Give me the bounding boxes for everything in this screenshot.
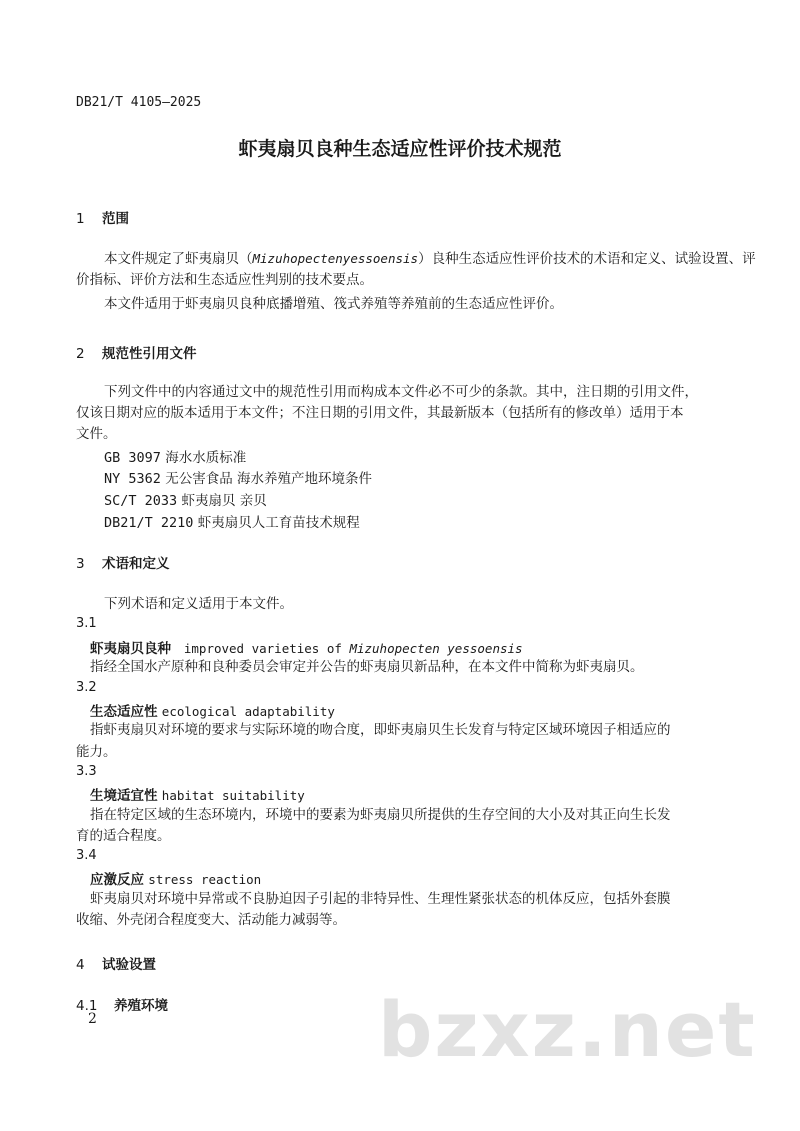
section-heading-normative	[76, 342, 197, 362]
term-heading: 生境适宜性 habitat suitability	[90, 788, 305, 804]
term-definition-line-1: 指虾夷扇贝对环境的要求与实际环境的吻合度，即虾夷扇贝生长发育与特定区域环境因子相适应的	[90, 722, 671, 738]
section-title: 养殖环境	[114, 998, 168, 1014]
section-title: 试验设置	[102, 957, 156, 973]
section-number: 3	[76, 556, 85, 572]
section-number: 4.1	[76, 998, 98, 1014]
normative-line-1: 下列文件中的内容通过文中的规范性引用而构成本文件必不可少的条款。其中，注日期的引用文件，	[104, 384, 698, 400]
reference-item: DB21/T 2210 虾夷扇贝人工育苗技术规程	[104, 515, 360, 531]
term-definition-line-1: 虾夷扇贝对环境中异常或不良胁迫因子引起的非特异性、生理性紧张状态的机体反应，包括外套膜	[90, 891, 671, 907]
document-code: DB21/T 4105—2025	[76, 95, 202, 110]
section-heading-scope	[76, 207, 129, 227]
terms-intro: 下列术语和定义适用于本文件。	[104, 596, 293, 612]
section-title: 规范性引用文件	[102, 346, 197, 362]
scope-paragraph-2: 本文件适用于虾夷扇贝良种底播增殖、筏式养殖等养殖前的生态适应性评价。	[104, 296, 563, 312]
page-number: 2	[88, 1011, 97, 1027]
section-heading-test-setup	[76, 953, 156, 973]
term-definition-line-2: 能力。	[76, 744, 117, 760]
section-number: 1	[76, 211, 85, 227]
term-definition-line-1: 指在特定区域的生态环境内，环境中的要素为虾夷扇贝所提供的生存空间的大小及对其正向生长发	[90, 807, 671, 823]
page-title: 虾夷扇贝良种生态适应性评价技术规范	[238, 138, 562, 160]
section-number: 4	[76, 957, 85, 973]
term-number: 3.2	[76, 680, 97, 695]
term-heading: 应激反应 stress reaction	[90, 872, 262, 888]
term-definition-line-2: 育的适合程度。	[76, 828, 171, 844]
term-number: 3.4	[76, 848, 97, 863]
term-definition: 指经全国水产原种和良种委员会审定并公告的虾夷扇贝新品种，在本文件中简称为虾夷扇贝。	[90, 659, 644, 675]
watermark: bzxz.net	[378, 985, 757, 1074]
section-title: 范围	[102, 211, 129, 227]
term-heading: 生态适应性 ecological adaptability	[90, 704, 335, 720]
section-heading-terms	[76, 552, 170, 572]
normative-line-2: 仅该日期对应的版本适用于本文件；不注日期的引用文件，其最新版本（包括所有的修改单）适用于本	[76, 405, 684, 421]
term-number: 3.1	[76, 616, 97, 631]
scope-paragraph-1-line-1: 本文件规定了虾夷扇贝（Mizuhopectenyessoensis）良种生态适应性评价技术的术语和定义、试验设置、评	[104, 251, 756, 267]
reference-item: SC/T 2033 虾夷扇贝 亲贝	[104, 493, 267, 509]
term-heading: 虾夷扇贝良种 improved varieties of Mizuhopecten yessoensis	[90, 641, 523, 657]
scope-paragraph-1-line-2: 价指标、评价方法和生态适应性判别的技术要点。	[76, 272, 373, 288]
section-title: 术语和定义	[102, 556, 170, 572]
term-definition-line-2: 收缩、外壳闭合程度变大、活动能力减弱等。	[76, 912, 346, 928]
normative-line-3: 文件。	[76, 426, 117, 442]
reference-item: NY 5362 无公害食品 海水养殖产地环境条件	[104, 471, 372, 487]
term-number: 3.3	[76, 764, 97, 779]
reference-item: GB 3097 海水水质标准	[104, 450, 247, 466]
section-number: 2	[76, 346, 85, 362]
